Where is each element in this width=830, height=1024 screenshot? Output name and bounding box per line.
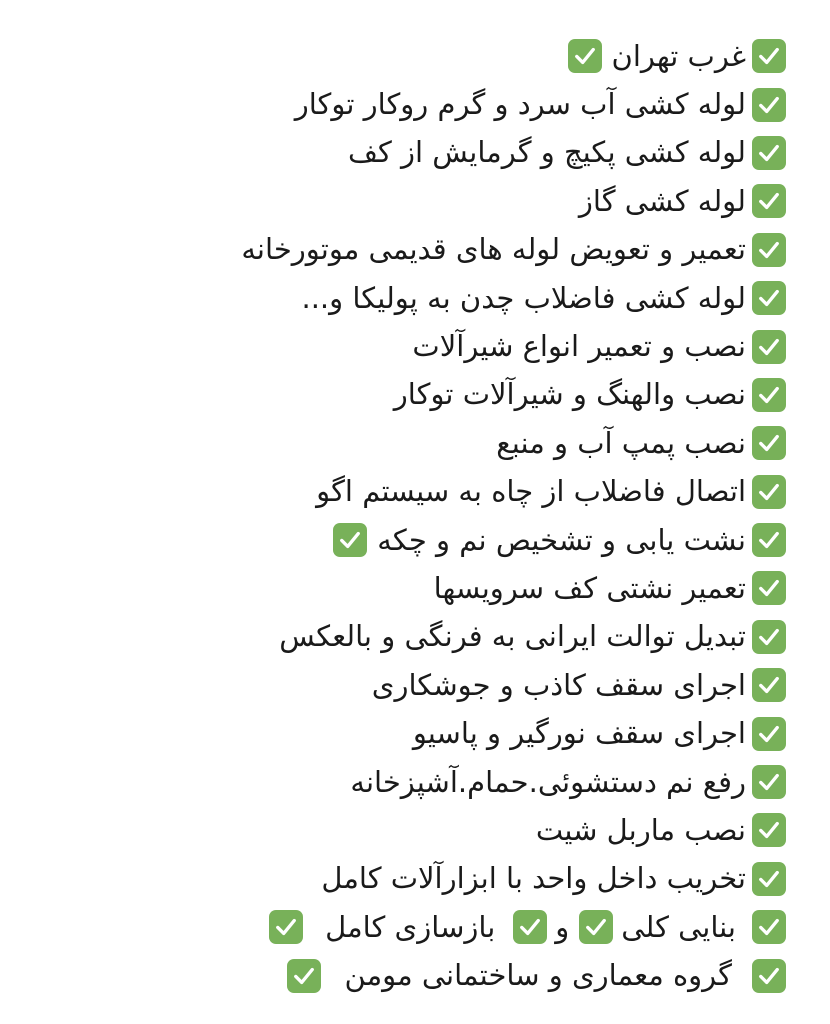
check-mark-icon bbox=[752, 959, 786, 993]
list-item bbox=[26, 661, 786, 709]
item-text: لوله کشی پکیچ و گرمایش از کف bbox=[347, 135, 746, 170]
item-text: بنایی کلی bbox=[621, 909, 736, 944]
list-item bbox=[26, 274, 786, 322]
check-mark-icon bbox=[269, 910, 303, 944]
list-item bbox=[26, 32, 786, 80]
list-item bbox=[26, 516, 786, 564]
item-text: بازسازی کامل bbox=[325, 909, 496, 944]
list-item bbox=[26, 613, 786, 661]
services-list bbox=[26, 32, 786, 1000]
list-item bbox=[26, 419, 786, 467]
item-text: لوله کشی فاضلاب چدن به پولیکا و... bbox=[301, 280, 746, 315]
check-mark-icon bbox=[752, 813, 786, 847]
check-mark-icon bbox=[752, 330, 786, 364]
check-mark-icon bbox=[752, 910, 786, 944]
item-text: نصب پمپ آب و منبع bbox=[496, 425, 746, 460]
check-mark-icon bbox=[752, 184, 786, 218]
check-mark-icon bbox=[333, 523, 367, 557]
check-mark-icon bbox=[752, 717, 786, 751]
item-text: تعمیر نشتی کف سرویسها bbox=[433, 570, 746, 605]
company-name: گروه معماری و ساختمانی مومن bbox=[344, 958, 732, 993]
item-text: نشت یابی و تشخیص نم و چکه bbox=[377, 522, 746, 557]
list-item bbox=[26, 226, 786, 274]
list-item bbox=[26, 322, 786, 370]
item-text: رفع نم دستشوئی.حمام.آشپزخانه bbox=[350, 764, 746, 799]
list-item bbox=[26, 806, 786, 854]
list-item bbox=[26, 758, 786, 806]
check-mark-icon bbox=[752, 475, 786, 509]
item-text: نصب والهنگ و شیرآلات توکار bbox=[393, 377, 746, 412]
check-mark-icon bbox=[568, 39, 602, 73]
list-item bbox=[26, 951, 786, 999]
list-item bbox=[26, 129, 786, 177]
check-mark-icon bbox=[752, 620, 786, 654]
item-text: اجرای سقف کاذب و جوشکاری bbox=[371, 667, 746, 702]
check-mark-icon bbox=[752, 668, 786, 702]
check-mark-icon bbox=[513, 910, 547, 944]
item-text: تعمیر و تعویض لوله های قدیمی موتورخانه bbox=[241, 232, 746, 267]
list-item bbox=[26, 855, 786, 903]
item-text: لوله کشی گاز bbox=[578, 183, 746, 218]
item-text: اتصال فاضلاب از چاه به سیستم اگو bbox=[316, 474, 746, 509]
item-text: تبدیل توالت ایرانی به فرنگی و بالعکس bbox=[279, 619, 746, 654]
check-mark-icon bbox=[752, 571, 786, 605]
check-mark-icon bbox=[752, 281, 786, 315]
check-mark-icon bbox=[752, 39, 786, 73]
check-mark-icon bbox=[752, 523, 786, 557]
item-text: نصب ماربل شیت bbox=[535, 812, 746, 847]
check-mark-icon bbox=[752, 233, 786, 267]
list-item bbox=[26, 80, 786, 128]
check-mark-icon bbox=[752, 862, 786, 896]
list-item-mixed bbox=[26, 903, 786, 951]
check-mark-icon bbox=[752, 136, 786, 170]
list-item bbox=[26, 177, 786, 225]
item-text: اجرای سقف نورگیر و پاسیو bbox=[412, 716, 746, 751]
item-text: نصب و تعمیر انواع شیرآلات bbox=[412, 329, 746, 364]
check-mark-icon bbox=[752, 426, 786, 460]
item-text: غرب تهران bbox=[611, 38, 746, 73]
check-mark-icon bbox=[579, 910, 613, 944]
check-mark-icon bbox=[287, 959, 321, 993]
item-text: تخریب داخل واحد با ابزارآلات کامل bbox=[321, 861, 746, 896]
list-item bbox=[26, 371, 786, 419]
list-item bbox=[26, 468, 786, 516]
list-item bbox=[26, 564, 786, 612]
check-mark-icon bbox=[752, 765, 786, 799]
check-mark-icon bbox=[752, 378, 786, 412]
item-text: و bbox=[555, 909, 570, 944]
item-text: لوله کشی آب سرد و گرم روکار توکار bbox=[294, 87, 746, 122]
check-mark-icon bbox=[752, 88, 786, 122]
list-item bbox=[26, 709, 786, 757]
